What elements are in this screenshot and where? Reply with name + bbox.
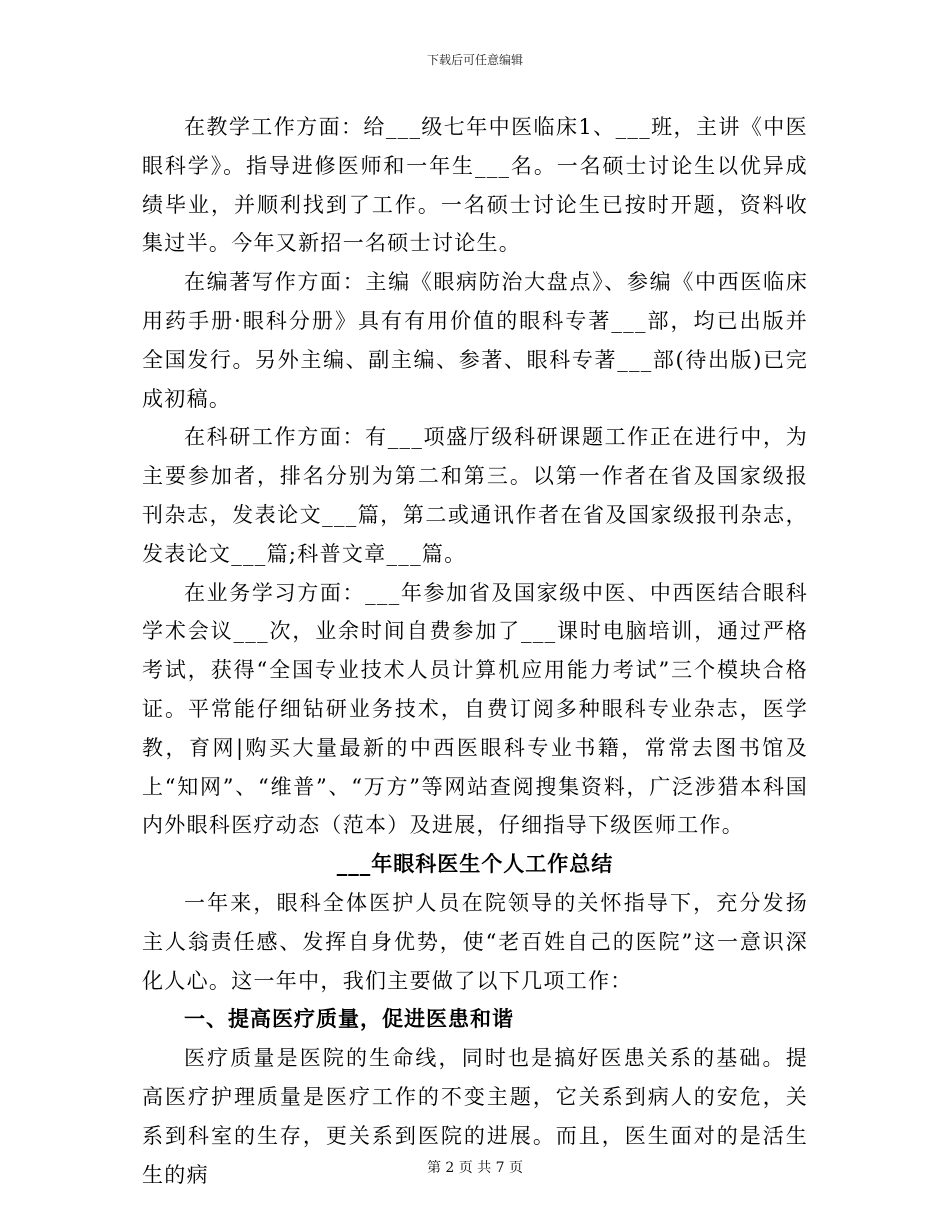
paragraph-teaching: 在教学工作方面：给___级七年中医临床1、___班，主讲《中医眼科学》。指导进修医师和一年生___名。一名硕士讨论生以优异成绩毕业，并顺利找到了工作。一名硕士讨论生已按时开题，资料收集过半。今年又新招一名硕士讨论生。	[142, 115, 808, 256]
paragraph-quality: 医疗质量是医院的生命线，同时也是搞好医患关系的基础。提高医疗护理质量是医疗工作的不变主题，它关系到病人的安危，关系到科室的生存，更关系到医院的进展。而且，医生面对的是活生生的病	[142, 1046, 808, 1187]
document-body	[142, 108, 808, 1194]
paragraph-intro: 一年来，眼科全体医护人员在院领导的关怀指导下，充分发扬主人翁责任感、发挥自身优势，使“老百姓自己的医院”这一意识深化人心。这一年中，我们主要做了以下几项工作：	[142, 890, 808, 993]
page-footer: 第 2 页 共 7 页	[426, 1160, 524, 1176]
paragraph-research: 在科研工作方面：有___项盛厅级科研课题工作正在进行中，为主要参加者，排名分别为第二和第三。以第一作者在省及国家级报刊杂志，发表论文___篇，第二或通讯作者在省及国家级报刊杂志，发表论文___篇;科普文章___篇。	[142, 425, 808, 566]
page-header: 下载后可任意编辑	[426, 53, 523, 67]
paragraph-writing: 在编著写作方面：主编《眼病防治大盘点》、参编《中西医临床用药手册·眼科分册》具有有用价值的眼科专著___部，均已出版并全国发行。另外主编、副主编、参著、眼科专著___部(待出版)已完成初稿。	[142, 270, 808, 411]
document-title: ___年眼科医生个人工作总结	[336, 851, 614, 877]
paragraph-study: 在业务学习方面：___年参加省及国家级中医、中西医结合眼科学术会议___次，业余时间自费参加了___课时电脑培训，通过严格考试，获得“全国专业技术人员计算机应用能力考试”三个模块合格证。平常能仔细钻研业务技术，自费订阅多种眼科专业杂志，医学教，育网|购买大量最新的中西医眼科专业书籍，常常去图书馆及上“知网”、“维普”、“万方”等网站查阅搜集资料，广泛涉猎本科国内外眼科医疗动态（范本）及进展，仔细指导下级医师工作。	[142, 580, 808, 838]
section-heading: 一、提高医疗质量，促进医患和谐	[184, 1006, 514, 1032]
